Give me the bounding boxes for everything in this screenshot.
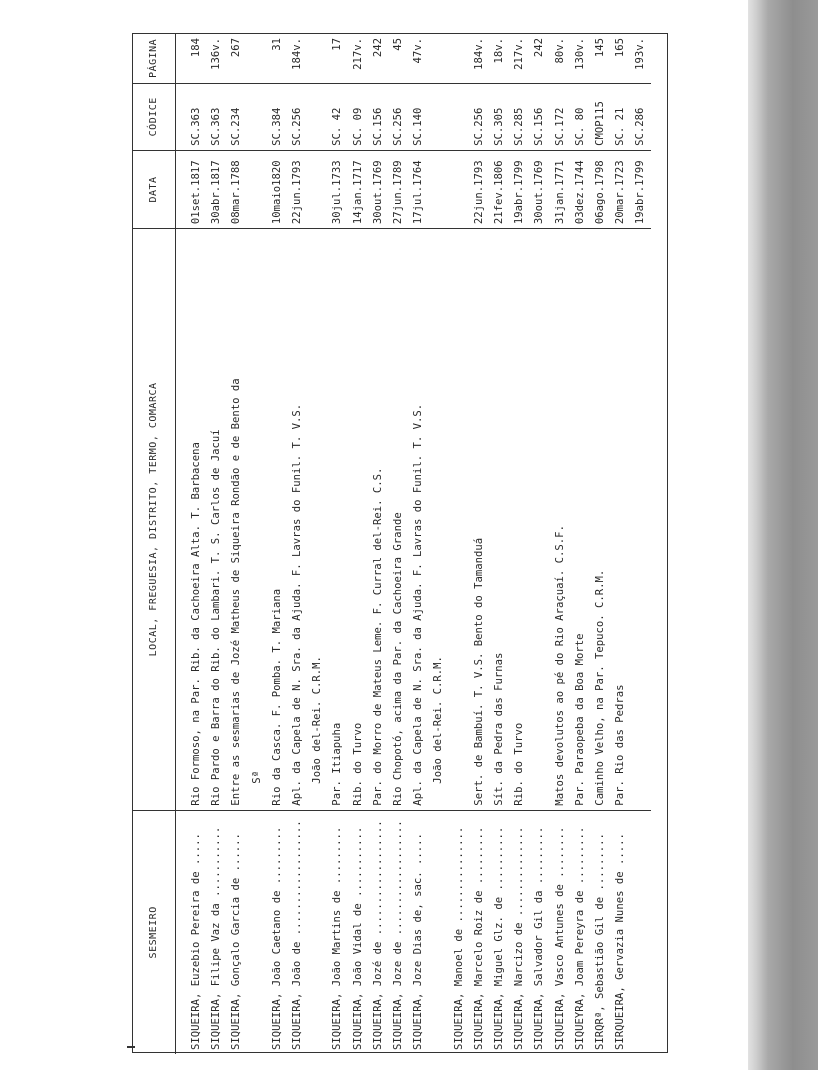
local-cell bbox=[469, 229, 489, 811]
local-cell bbox=[529, 229, 549, 811]
codice-cell-text: SC. 21 bbox=[614, 107, 627, 146]
date-cell bbox=[550, 150, 570, 228]
page-cell bbox=[529, 34, 549, 83]
table-row bbox=[610, 34, 630, 1054]
codice-cell bbox=[449, 83, 469, 150]
sesmeiro-cell-text: SIQUEIRA, Salvador Gil da ......... bbox=[533, 826, 546, 1050]
codice-cell bbox=[509, 83, 529, 150]
table-row bbox=[388, 34, 408, 1054]
codice-cell-text: SC.140 bbox=[412, 107, 425, 146]
page-cell-text: 165 bbox=[614, 38, 627, 58]
codice-cell-text: SC. 42 bbox=[331, 107, 344, 146]
page-cell bbox=[287, 34, 327, 83]
local-cell bbox=[287, 229, 327, 811]
codice-cell bbox=[267, 83, 287, 150]
codice-cell-text: CMOP115 bbox=[594, 101, 607, 146]
codice-cell-text: SC.363 bbox=[210, 107, 223, 146]
date-cell bbox=[368, 150, 388, 228]
sesmeiro-cell-text: SIQUEIRA, Filipe Vaz da ........... bbox=[210, 826, 223, 1050]
sesmeiro-cell-text: SIQUEIRA, Manoel de ............... bbox=[452, 826, 465, 1050]
sesmeiro-cell-text: SIQUEIRA, Gonçalo Garcia de ...... bbox=[230, 833, 243, 1050]
local-cell bbox=[267, 229, 287, 811]
sesmeiro-cell-text: SIQUEIRA, João Caetano de ......... bbox=[270, 826, 283, 1050]
date-cell bbox=[570, 150, 590, 228]
date-cell-text: 21fev.1806 bbox=[493, 160, 506, 225]
page-cell bbox=[388, 34, 408, 83]
table-row bbox=[469, 34, 489, 1054]
sesmeiro-cell-text: SIRQRª, Sebastião Gil de ......... bbox=[594, 833, 607, 1050]
header-local: LOCAL, FREGUESIA, DISTRITO, TERMO, COMARCA bbox=[133, 229, 176, 811]
local-cell-text: Rib. do Turvo bbox=[513, 722, 526, 806]
local-cell-text: Rib. do Turvo bbox=[351, 722, 364, 806]
sesmeiro-cell bbox=[388, 810, 408, 1054]
table-row bbox=[630, 34, 650, 1054]
page-cell-text: 80v. bbox=[553, 38, 566, 64]
date-cell bbox=[176, 150, 207, 228]
date-cell bbox=[449, 150, 469, 228]
date-cell bbox=[327, 150, 347, 228]
sesmeiro-cell bbox=[287, 810, 327, 1054]
date-cell bbox=[590, 150, 610, 228]
codice-cell-text: SC.156 bbox=[533, 107, 546, 146]
date-cell-text: 10maio1820 bbox=[270, 160, 283, 225]
date-cell bbox=[408, 150, 448, 228]
table-row bbox=[287, 34, 327, 1054]
sesmeiro-cell bbox=[226, 810, 266, 1054]
table-row bbox=[489, 34, 509, 1054]
sesmeiro-cell bbox=[267, 810, 287, 1054]
sesmeiro-cell bbox=[630, 810, 650, 1054]
codice-cell bbox=[570, 83, 590, 150]
local-continuation-text: João del-Rei. C.R.M. bbox=[311, 656, 324, 784]
table-row bbox=[408, 34, 448, 1054]
date-cell-text: 30out.1769 bbox=[533, 160, 546, 225]
local-continuation-text: Sª bbox=[250, 770, 263, 784]
page-cell bbox=[630, 34, 650, 83]
table-row bbox=[267, 34, 287, 1054]
page-cell bbox=[206, 34, 226, 83]
local-cell-text: Par. Rio das Pedras bbox=[614, 684, 627, 806]
page-cell-text: 18v. bbox=[493, 38, 506, 64]
codice-cell bbox=[327, 83, 347, 150]
sesmeiro-cell bbox=[610, 810, 630, 1054]
date-cell bbox=[509, 150, 529, 228]
codice-cell bbox=[176, 83, 207, 150]
page-cell bbox=[570, 34, 590, 83]
codice-cell-text: SC.256 bbox=[392, 107, 405, 146]
codice-cell bbox=[529, 83, 549, 150]
codice-cell bbox=[630, 83, 650, 150]
sesmeiro-cell bbox=[550, 810, 570, 1054]
page-cell bbox=[590, 34, 610, 83]
local-cell-text: Rio Pardo e Barra do Rib. do Lambari. T. S. Carlos de Jacuí bbox=[210, 429, 223, 806]
page-cell-text: 193v. bbox=[634, 38, 647, 70]
codice-cell-text: SC.305 bbox=[493, 107, 506, 146]
date-cell-text: 30jul.1733 bbox=[331, 160, 344, 225]
table-row bbox=[509, 34, 529, 1054]
local-cell-text: Par. Paraopeba da Boa Morte bbox=[573, 633, 586, 806]
date-cell-text: 17jul.1764 bbox=[412, 160, 425, 225]
date-cell bbox=[489, 150, 509, 228]
local-cell-text: Matos devolutos ao pé do Rio Araçuaí. C.S.F. bbox=[553, 525, 566, 806]
date-cell bbox=[267, 150, 287, 228]
register-rows bbox=[176, 34, 651, 1054]
header-data: DATA bbox=[133, 150, 176, 228]
date-cell-text: 01set.1817 bbox=[190, 160, 202, 225]
book-spine-shadow bbox=[748, 0, 818, 1070]
sesmeiro-cell-text: SIRQUEIRA, Gervazia Nunes de ..... bbox=[614, 833, 627, 1050]
codice-cell bbox=[348, 83, 368, 150]
page-cell-text: 184v. bbox=[472, 38, 485, 70]
local-cell-text: Rio Formoso, na Par. Rib. da Cachoeira Alta. T. Barbacena bbox=[190, 442, 202, 806]
codice-cell bbox=[388, 83, 408, 150]
codice-cell-text: SC.256 bbox=[291, 107, 304, 146]
date-cell-text: 22jun.1793 bbox=[472, 160, 485, 225]
codice-cell bbox=[610, 83, 630, 150]
sesmeiro-cell bbox=[570, 810, 590, 1054]
date-cell bbox=[610, 150, 630, 228]
header-pagina: PÁGINA bbox=[133, 34, 176, 83]
codice-cell bbox=[550, 83, 570, 150]
table-row bbox=[570, 34, 590, 1054]
codice-cell bbox=[287, 83, 327, 150]
page-cell-text: 242 bbox=[371, 38, 384, 58]
local-cell bbox=[206, 229, 226, 811]
date-cell-text: 20mar.1723 bbox=[614, 160, 627, 225]
codice-cell-text: SC.256 bbox=[472, 107, 485, 146]
date-cell-text: 22jun.1793 bbox=[291, 160, 304, 225]
sesmeiro-cell-text: SIQUEIRA, João Martins de ......... bbox=[331, 826, 344, 1050]
page-cell bbox=[348, 34, 368, 83]
header-sesmeiro: SESMEIRO bbox=[133, 810, 176, 1054]
header-codice: CÓDICE bbox=[133, 83, 176, 150]
codice-cell-text: SC.234 bbox=[230, 107, 243, 146]
table-row bbox=[449, 34, 469, 1054]
sesmeiro-cell bbox=[176, 810, 207, 1054]
local-cell bbox=[489, 229, 509, 811]
page-cell-text: 184v. bbox=[291, 38, 304, 70]
sesmeiro-cell-text: SIQUEIRA, João de .................. bbox=[291, 820, 304, 1050]
sesmeiro-cell bbox=[348, 810, 368, 1054]
sesmeiro-cell bbox=[489, 810, 509, 1054]
codice-cell-text: SC. 09 bbox=[351, 107, 364, 146]
codice-cell-text: SC. 80 bbox=[573, 107, 586, 146]
page-cell-text: 45 bbox=[392, 38, 405, 51]
date-cell bbox=[529, 150, 549, 228]
codice-cell-text: SC.285 bbox=[513, 107, 526, 146]
local-cell-text: Rio da Casca. F. Pomba. T. Mariana bbox=[270, 588, 283, 806]
page-cell-text: 217v. bbox=[351, 38, 364, 70]
page-cell bbox=[327, 34, 347, 83]
table-row bbox=[226, 34, 266, 1054]
sesmeiro-cell-text: SIQUEIRA, Miguel Glz. de .......... bbox=[493, 826, 506, 1050]
local-cell-text: Par. Itiapuha bbox=[331, 722, 344, 806]
table-row bbox=[327, 34, 347, 1054]
table-row bbox=[206, 34, 226, 1054]
date-cell-text: 31jan.1771 bbox=[553, 160, 566, 225]
codice-cell bbox=[469, 83, 489, 150]
page-cell-text: 145 bbox=[594, 38, 607, 58]
header-row bbox=[133, 34, 176, 1054]
page-cell bbox=[469, 34, 489, 83]
sesmeiro-cell bbox=[327, 810, 347, 1054]
page-cell-text: 130v. bbox=[573, 38, 586, 70]
page-cell-text: 17 bbox=[331, 38, 344, 51]
date-cell bbox=[287, 150, 327, 228]
date-cell bbox=[630, 150, 650, 228]
date-cell bbox=[348, 150, 368, 228]
page-cell-text: 217v. bbox=[513, 38, 526, 70]
page-cell bbox=[610, 34, 630, 83]
page-cell-text: 184 bbox=[190, 38, 202, 58]
table-row bbox=[590, 34, 610, 1054]
page-cell-text: 136v. bbox=[210, 38, 223, 70]
local-cell bbox=[388, 229, 408, 811]
codice-cell bbox=[590, 83, 610, 150]
page-cell bbox=[408, 34, 448, 83]
local-cell bbox=[348, 229, 368, 811]
sesmarias-register-table bbox=[133, 34, 651, 1054]
sesmeiro-cell-text: SIQUEYRA, Joam Pereyra de ......... bbox=[573, 826, 586, 1050]
local-cell bbox=[509, 229, 529, 811]
sesmeiro-cell bbox=[449, 810, 469, 1054]
page-cell-text: 47v. bbox=[412, 38, 425, 64]
local-cell bbox=[327, 229, 347, 811]
local-cell bbox=[630, 229, 650, 811]
sesmeiro-cell-text: SIQUEIRA, Euzebio Pereira de ..... bbox=[190, 833, 202, 1050]
local-cell-text: Caminho Velho, na Par. Tepuco. C.R.M. bbox=[594, 569, 607, 806]
sesmeiro-cell-text: SIQUEIRA, Joze de .................. bbox=[392, 820, 405, 1050]
sesmeiro-cell bbox=[206, 810, 226, 1054]
register-table-frame bbox=[132, 33, 668, 1053]
sesmeiro-cell-text: SIQUEIRA, Vasco Antunes de ........ bbox=[553, 826, 566, 1050]
codice-cell bbox=[368, 83, 388, 150]
local-cell bbox=[570, 229, 590, 811]
local-cell-text: Sít. da Pedra das Furnas bbox=[493, 652, 506, 806]
sesmeiro-cell-text: SIQUEIRA, Jozé de .................. bbox=[371, 820, 384, 1050]
table-row bbox=[176, 34, 207, 1054]
sesmeiro-cell bbox=[509, 810, 529, 1054]
page-cell bbox=[509, 34, 529, 83]
sesmeiro-cell bbox=[408, 810, 448, 1054]
page-cell bbox=[176, 34, 207, 83]
local-cell bbox=[176, 229, 207, 811]
date-cell-text: 06ago.1798 bbox=[594, 160, 607, 225]
sesmeiro-cell bbox=[368, 810, 388, 1054]
local-cell bbox=[408, 229, 448, 811]
table-row bbox=[529, 34, 549, 1054]
date-cell-text: 19abr.1799 bbox=[513, 160, 526, 225]
codice-cell-text: SC.363 bbox=[190, 107, 202, 146]
local-cell-text: Entre as sesmarias de Jozé Matheus de Siqueira Rondão e de Bento da bbox=[230, 378, 243, 806]
codice-cell-text: SC.286 bbox=[634, 107, 647, 146]
page-cell bbox=[449, 34, 469, 83]
codice-cell-text: SC.384 bbox=[270, 107, 283, 146]
sesmeiro-cell-text: SIQUEIRA, Joze Dias de, sac. ..... bbox=[412, 833, 425, 1050]
date-cell-text: 14jan.1717 bbox=[351, 160, 364, 225]
date-cell-text: 30out.1769 bbox=[371, 160, 384, 225]
sesmeiro-cell bbox=[469, 810, 489, 1054]
sesmeiro-cell-text: SIQUEIRA, Marcelo Roiz de ......... bbox=[472, 826, 485, 1050]
page-cell bbox=[489, 34, 509, 83]
date-cell-text: 27jun.1789 bbox=[392, 160, 405, 225]
page-cell bbox=[226, 34, 266, 83]
local-cell-text: Par. do Morro de Mateus Leme. F. Curral del-Rei. C.S. bbox=[371, 467, 384, 806]
codice-cell-text: SC.156 bbox=[371, 107, 384, 146]
table-row bbox=[550, 34, 570, 1054]
local-cell-text: Sert. de Bambuí. T. V.S. Bento do Tamanduá bbox=[472, 537, 485, 806]
codice-cell bbox=[408, 83, 448, 150]
local-cell bbox=[550, 229, 570, 811]
local-cell bbox=[610, 229, 630, 811]
table-row bbox=[368, 34, 388, 1054]
page-cell-text: 267 bbox=[230, 38, 243, 58]
date-cell-text: 03dez.1744 bbox=[573, 160, 586, 225]
date-cell bbox=[388, 150, 408, 228]
page-cell-text: 242 bbox=[533, 38, 546, 58]
table-row bbox=[348, 34, 368, 1054]
date-cell bbox=[226, 150, 266, 228]
local-cell-text: Apl. da Capela de N. Sra. da Ajuda. F. Lavras do Funil. T. V.S. bbox=[412, 403, 425, 806]
local-cell-text: Rio Chopotó, acima da Par. da Cachoeira Grande bbox=[392, 512, 405, 806]
rotated-page-content bbox=[133, 34, 669, 1054]
page-cell-text: 31 bbox=[270, 38, 283, 51]
page-cell bbox=[550, 34, 570, 83]
page-cell bbox=[368, 34, 388, 83]
date-cell bbox=[206, 150, 226, 228]
codice-cell bbox=[206, 83, 226, 150]
sesmeiro-cell-text: SIQUEIRA, João Vidal de ........... bbox=[351, 826, 364, 1050]
local-cell bbox=[368, 229, 388, 811]
sesmeiro-cell bbox=[590, 810, 610, 1054]
page-cell bbox=[267, 34, 287, 83]
local-cell bbox=[449, 229, 469, 811]
local-cell bbox=[590, 229, 610, 811]
sesmeiro-cell-text: SIQUEIRA, Narcizo de .............. bbox=[513, 826, 526, 1050]
date-cell-text: 19abr.1799 bbox=[634, 160, 647, 225]
codice-cell bbox=[226, 83, 266, 150]
sesmeiro-cell bbox=[529, 810, 549, 1054]
codice-cell-text: SC.172 bbox=[553, 107, 566, 146]
local-cell-text: Apl. da Capela de N. Sra. da Ajuda. F. Lavras do Funil. T. V.S. bbox=[291, 403, 304, 806]
date-cell-text: 08mar.1788 bbox=[230, 160, 243, 225]
codice-cell bbox=[489, 83, 509, 150]
local-cell bbox=[226, 229, 266, 811]
local-continuation-text: João del-Rei. C.R.M. bbox=[432, 656, 445, 784]
date-cell bbox=[469, 150, 489, 228]
date-cell-text: 30abr.1817 bbox=[210, 160, 223, 225]
